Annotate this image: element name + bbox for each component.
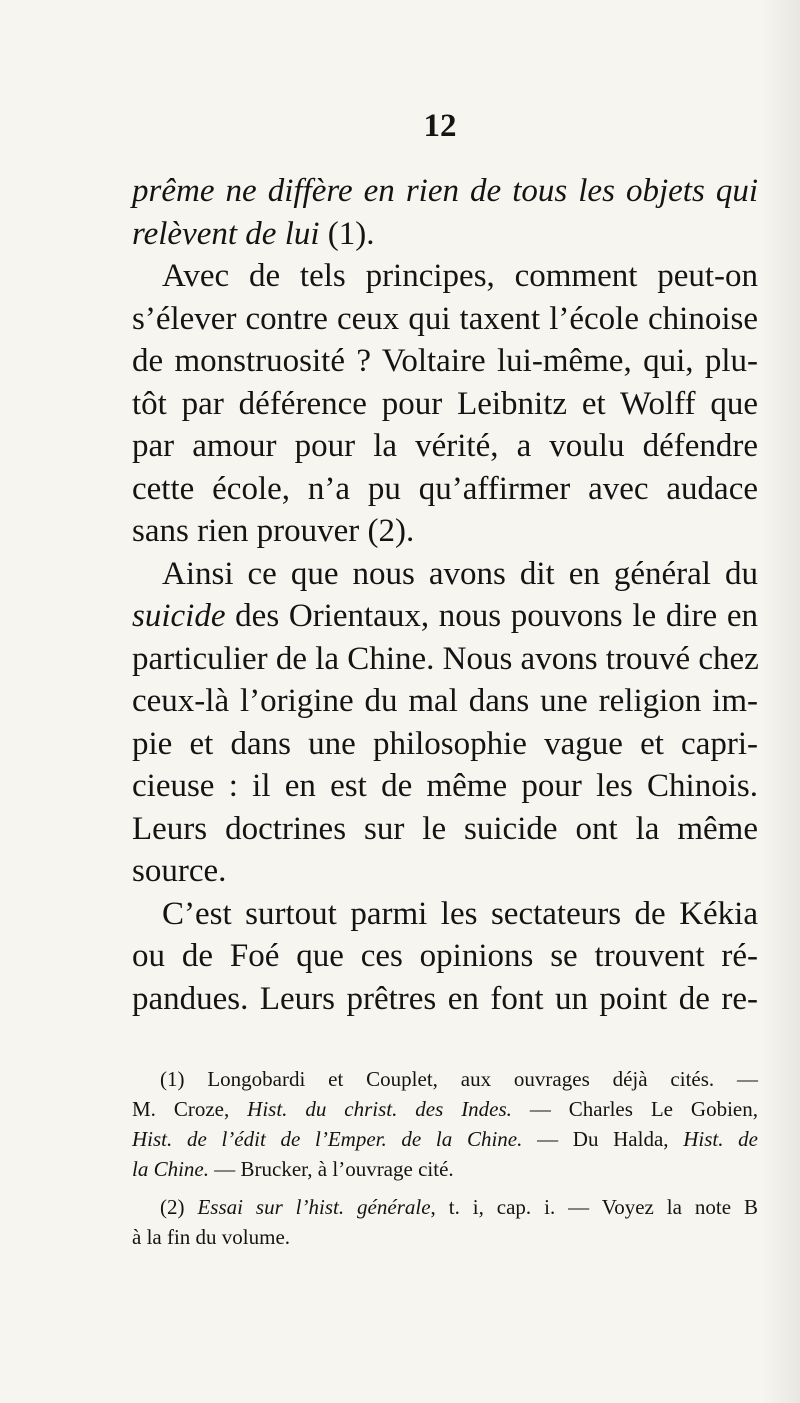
text-segment: — Du Halda,: [522, 1127, 684, 1151]
body-line: [132, 170, 758, 213]
text-segment: C’est surtout parmi les sectateurs de Kékia: [162, 895, 758, 932]
text-segment: — Charles Le Gobien,: [511, 1097, 758, 1121]
text-segment: M. Croze,: [132, 1097, 248, 1121]
italic-text: diffère en rien de tous les objets qui: [267, 173, 758, 209]
body-line: [132, 425, 758, 468]
text-segment: (1) Longobardi et Couplet, aux ouvrages déjà cités. —: [160, 1067, 758, 1091]
italic-text: la Chine.: [132, 1157, 209, 1181]
text-segment: de monstruosité ? Voltaire lui-même, qui, plu-: [132, 343, 758, 379]
text-segment: pandues. Leurs prêtres en font un point de re-: [132, 980, 758, 1017]
text-segment: s’élever contre ceux qui taxent l’école chinoise: [132, 300, 758, 337]
text-segment: sans rien prouver (2).: [132, 513, 415, 549]
text-segment: (2): [160, 1195, 198, 1219]
italic-text: relèvent de lui: [132, 215, 320, 252]
text-segment: ceux-là l’origine du mal dans une religion im-: [132, 683, 758, 719]
text-segment: cette école, n’a pu qu’affirmer avec audace: [132, 470, 758, 507]
text-segment: Ainsi ce que nous avons dit en général du: [162, 555, 758, 592]
body-line: [132, 213, 758, 256]
text-segment: — Brucker, à l’ouvrage cité.: [209, 1157, 454, 1181]
italic-text: Hist. de l’édit de l’Emper. de la Chine.: [132, 1127, 523, 1151]
footnote-line: [132, 1064, 758, 1094]
body-line: [132, 595, 758, 638]
body-line: [132, 893, 758, 936]
text-segment: pie et dans une philosophie vague et capri-: [132, 725, 758, 762]
body-line: [132, 468, 758, 511]
text-segment: ou de Foé que ces opinions se trouvent ré-: [132, 938, 758, 974]
italic-text: suicide: [132, 598, 226, 634]
page-number: 12: [423, 108, 457, 144]
text-segment: Leurs doctrines sur le suicide ont la même: [132, 810, 758, 847]
body-line: [132, 383, 758, 426]
text-segment: particulier de la Chine. Nous avons trouvé chez: [132, 640, 759, 677]
italic-text: prême: [132, 173, 226, 209]
footnote-line: [132, 1124, 758, 1154]
footnote-line: [132, 1192, 758, 1222]
text-segment: (1).: [319, 215, 375, 252]
body-line: [132, 298, 758, 341]
body-line: [132, 680, 758, 723]
body-line: [132, 255, 758, 298]
body-line: [132, 978, 758, 1021]
footnotes: [132, 1064, 758, 1252]
footnote-gap: [132, 1184, 758, 1192]
body-text: [132, 170, 758, 1020]
body-line: [132, 808, 758, 851]
text-segment: tôt par déférence pour Leibnitz et Wolff que: [132, 385, 758, 422]
text-segment: des Orientaux, nous pouvons le dire en: [225, 598, 758, 634]
text-segment: cieuse : il en est de même pour les Chinois.: [132, 768, 758, 804]
text-segment: , t. i, cap. i. — Voyez la note B: [430, 1195, 758, 1219]
body-line: [132, 935, 758, 978]
footnote-line: [132, 1222, 758, 1252]
text-segment: Avec de tels principes, comment peut-on: [162, 258, 758, 294]
body-line: [132, 850, 758, 893]
italic-text: Hist. de: [683, 1127, 759, 1151]
text-segment: à la fin du volume.: [132, 1225, 291, 1249]
body-line: [132, 510, 758, 553]
body-line: [132, 553, 758, 596]
text-segment: par amour pour la vérité, a voulu défendre: [132, 428, 758, 464]
italic-text: Essai sur l’hist. générale: [197, 1195, 431, 1219]
body-line: [132, 765, 758, 808]
footnote-line: [132, 1154, 758, 1184]
italic-text: ne: [225, 173, 268, 209]
text-segment: source.: [132, 853, 227, 889]
italic-text: Hist. du christ. des Indes.: [247, 1097, 512, 1121]
page-edge-shadow: [762, 0, 800, 1403]
body-line: [132, 723, 758, 766]
body-line: [132, 638, 758, 681]
body-line: [132, 340, 758, 383]
footnote-line: [132, 1094, 758, 1124]
